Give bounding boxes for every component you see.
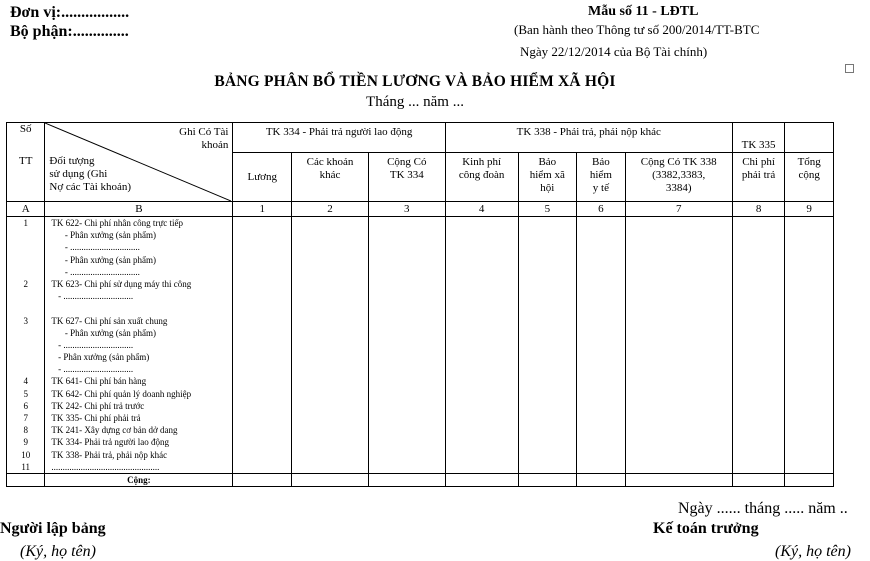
row-number [7, 254, 44, 266]
row-label: TK 642- Chi phí quản lý doanh nghiệp [51, 388, 192, 399]
row-label: TK 623- Chi phí sử dụng máy thi công [51, 278, 192, 289]
group-tk338: TK 338 - Phải trả, phải nộp khác [445, 123, 732, 153]
row-number [7, 339, 44, 351]
total-label: Cộng: [45, 473, 233, 486]
total-cell [292, 473, 369, 486]
group-tk335: TK 335 [732, 123, 785, 153]
row-label: TK 338- Phải trả, phải nộp khác [51, 449, 168, 460]
index-cell: 8 [732, 202, 785, 217]
row-number: 10 [21, 449, 31, 460]
row-number: 8 [23, 425, 28, 436]
row-label: - ............................... [51, 242, 140, 253]
value-cell [518, 217, 577, 474]
row-number: 2 [23, 278, 28, 289]
sub-header-chi-phi-phai-tra: Chi phí phải trả [732, 153, 785, 202]
row-label: - Phân xưởng (sản phẩm) [51, 327, 157, 338]
row-label: - ............................... [51, 266, 140, 277]
total-cell [577, 473, 626, 486]
sub-header-cac-khoan-khac: Các khoản khác [292, 153, 369, 202]
index-cell: 6 [577, 202, 626, 217]
issued-date: Ngày 22/12/2014 của Bộ Tài chính) [520, 44, 708, 59]
row-label: TK 622- Chi phí nhân công trực tiếp [51, 218, 184, 228]
row-number [7, 351, 44, 363]
sub-header-bhxh: Bảo hiểm xã hội [518, 153, 577, 202]
group-total-blank [785, 123, 834, 153]
row-label: TK 627- Chi phí sản xuất chung [51, 315, 168, 326]
sub-header-cong-co-334: Cộng Có TK 334 [368, 153, 445, 202]
row-number: 3 [23, 315, 28, 326]
unit-line: Đơn vị:................. [10, 4, 130, 21]
row-label: TK 241- Xây dựng cơ bản dở dang [51, 425, 178, 436]
preparer-signature-note: (Ký, họ tên) [20, 543, 96, 560]
index-cell: 2 [292, 202, 369, 217]
sub-header-bhyt: Bảo hiểm y tế [577, 153, 626, 202]
row-number [7, 290, 44, 302]
col-stt-header [7, 123, 45, 202]
total-cell [732, 473, 785, 486]
debit-object-label: Đối tượng sử dụng (Ghi Nợ các Tài khoản) [49, 155, 132, 193]
date-line: Ngày ...... tháng ..... năm .. [678, 500, 848, 517]
row-number-column [7, 217, 45, 474]
row-label: TK 641- Chi phí bán hàng [51, 376, 147, 387]
value-cell [785, 217, 834, 474]
diagonal-header-cell [45, 123, 233, 202]
period-line: Tháng ... năm ... [366, 94, 464, 110]
page-title: BẢNG PHÂN BỔ TIỀN LƯƠNG VÀ BẢO HIỂM XÃ HỘI [214, 73, 616, 90]
total-cell [785, 473, 834, 486]
row-number: 9 [23, 437, 28, 448]
group-tk334: TK 334 - Phải trả người lao động [233, 123, 445, 153]
credit-account-label: Ghi Có Tài khoản [179, 126, 229, 151]
value-cell [445, 217, 518, 474]
index-cell: 1 [233, 202, 292, 217]
row-number [7, 363, 44, 375]
total-cell [518, 473, 577, 486]
row-label: TK 335- Chi phí phải trả [51, 413, 141, 423]
row-label [51, 302, 232, 314]
index-cell: 4 [445, 202, 518, 217]
index-row [7, 202, 834, 217]
stt-top-label: Số [19, 123, 32, 135]
index-cell: 5 [518, 202, 577, 217]
value-cell [625, 217, 732, 474]
checkbox-marker [845, 64, 854, 73]
body-row [7, 217, 834, 474]
index-cell: B [45, 202, 233, 217]
sub-header-tong-cong: Tổng cộng [785, 153, 834, 202]
index-cell: 9 [785, 202, 834, 217]
row-label: - Phân xưởng (sản phẩm) [51, 254, 157, 265]
value-cell [732, 217, 785, 474]
index-cell: 3 [368, 202, 445, 217]
index-cell: A [7, 202, 45, 217]
row-number: 11 [21, 461, 31, 472]
row-label: - Phân xưởng (sản phẩm) [51, 352, 150, 363]
row-label: TK 334- Phải trả người lao động [51, 437, 170, 448]
row-label-column [45, 217, 233, 474]
total-blank [7, 473, 45, 486]
sub-header-luong [233, 153, 292, 202]
row-number [7, 327, 44, 339]
total-cell [625, 473, 732, 486]
total-row [7, 473, 834, 486]
value-cell [368, 217, 445, 474]
row-number: 4 [23, 376, 28, 387]
value-cell [292, 217, 369, 474]
row-label: - Phân xưởng (sản phẩm) [51, 230, 157, 241]
sub-header-label: Lương [247, 170, 277, 183]
stt-bottom-label: TT [18, 155, 33, 167]
row-number [7, 302, 44, 314]
row-number [7, 241, 44, 253]
allocation-table [6, 122, 834, 487]
form-id: Mẫu số 11 - LĐTL [588, 4, 699, 19]
total-cell [233, 473, 292, 486]
row-number [7, 229, 44, 241]
unit-info [10, 3, 129, 41]
total-cell [445, 473, 518, 486]
value-cell [577, 217, 626, 474]
row-number: 5 [23, 388, 28, 399]
row-number [7, 266, 44, 278]
row-label: - ............................... [51, 339, 134, 350]
value-cell [233, 217, 292, 474]
department-line: Bộ phận:.............. [10, 23, 129, 40]
issued-by: (Ban hành theo Thông tư số 200/2014/TT-BTC [514, 22, 760, 37]
total-cell [368, 473, 445, 486]
preparer-title: Người lập bảng [0, 520, 106, 537]
index-cell: 7 [625, 202, 732, 217]
row-label: - ............................... [51, 364, 134, 375]
sub-header-cong-co-338: Cộng Có TK 338 (3382,3383, 3384) [625, 153, 732, 202]
row-number: 1 [23, 218, 28, 228]
sub-header-kinh-phi-cong-doan: Kinh phí công đoàn [445, 153, 518, 202]
chief-accountant-title: Kế toán trưởng [653, 520, 759, 537]
row-number: 7 [23, 413, 28, 423]
row-label: TK 242- Chi phí trả trước [51, 400, 145, 411]
chief-signature-note: (Ký, họ tên) [775, 543, 851, 560]
row-label: ................................................ [51, 461, 160, 472]
row-number: 6 [23, 400, 28, 411]
row-label: - ............................... [51, 291, 134, 302]
